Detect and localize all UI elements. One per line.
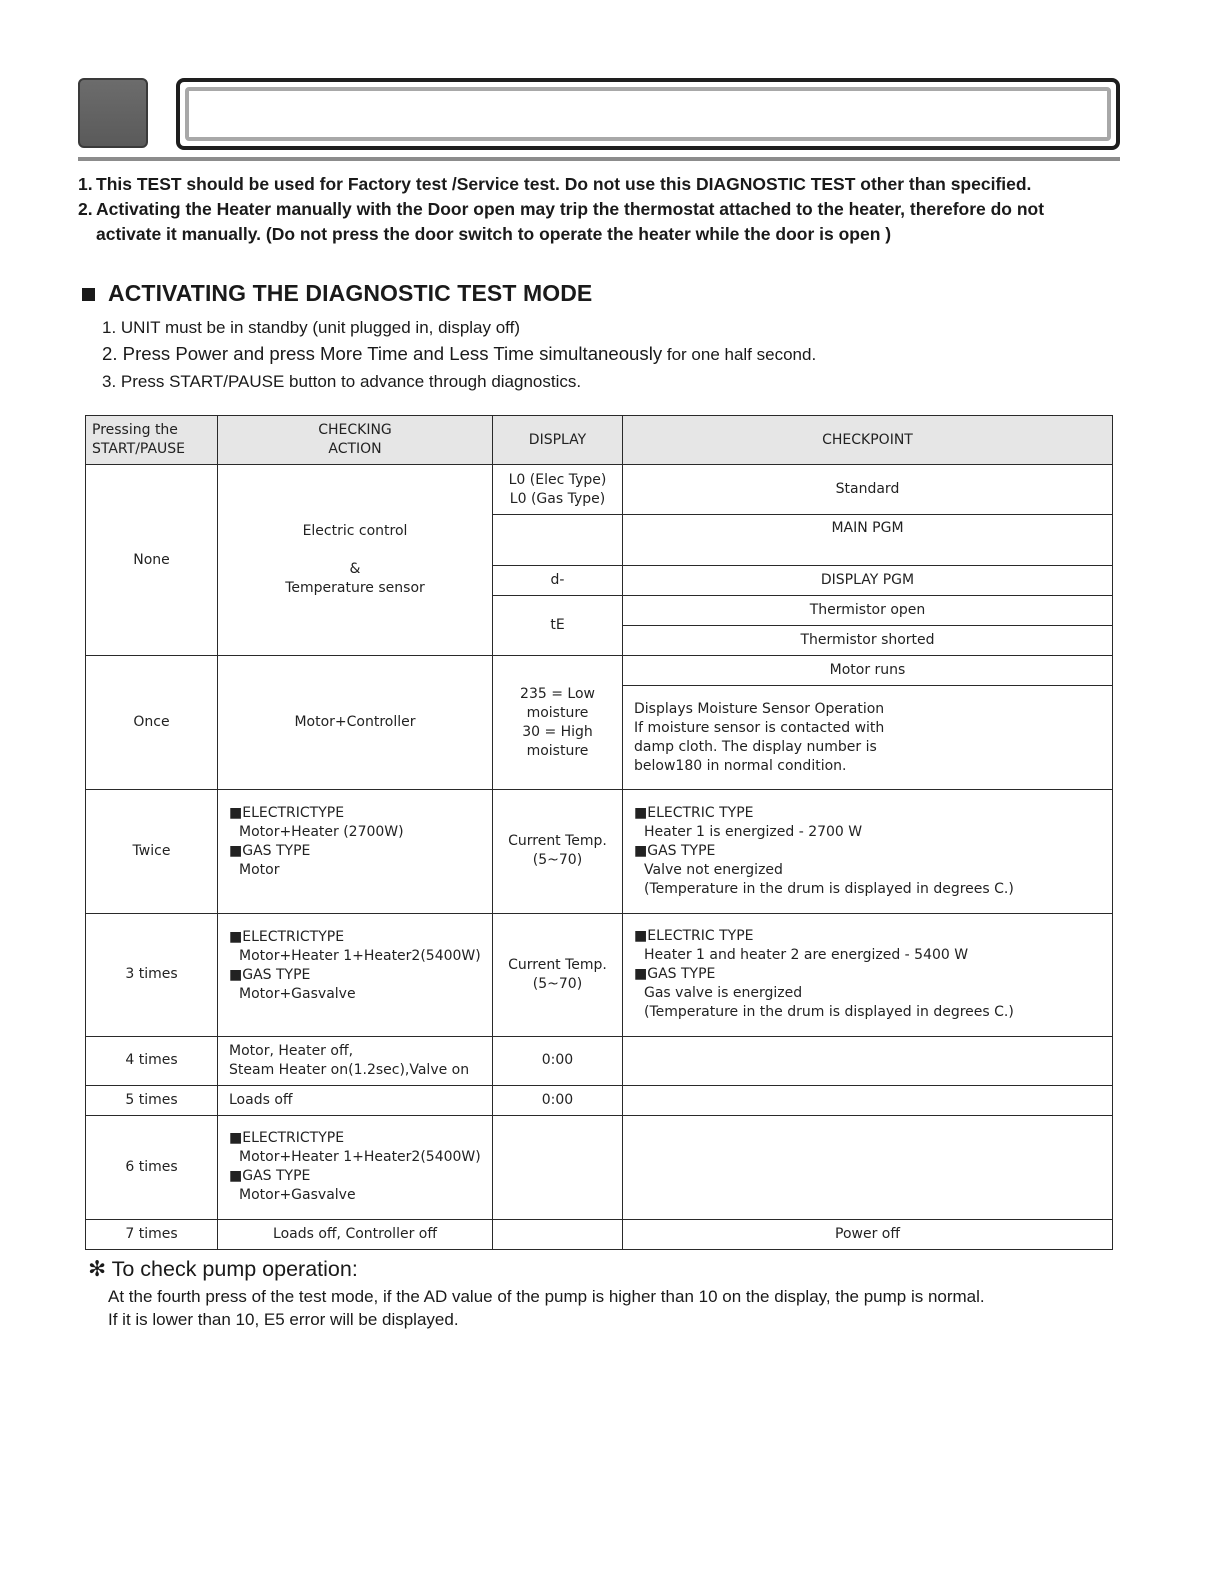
action-5-times: Loads off [218,1085,493,1115]
action-3-line-1 [229,928,486,947]
square-bullet-icon: ■ [229,966,243,983]
header-checking-action [218,416,493,465]
chapter-title-bar [176,78,1120,150]
action-twice-line-4: Motor [239,862,280,879]
checkpoint-6-times [623,1115,1113,1219]
note-line-2: If it is lower than 10, E5 error will be displayed. [108,1310,459,1329]
display-twice [493,790,623,913]
header-pressing-line-1: Pressing the [92,422,178,439]
checkpoint-standard: Standard [623,465,1113,515]
step-2 [102,342,816,367]
table-header-row [86,416,1113,465]
action-3-line-3 [229,966,486,985]
table-row [86,465,1113,515]
section-title: ACTIVATING THE DIAGNOSTIC TEST MODE [108,280,593,306]
action-none-line-1: Electric control [302,523,408,540]
checkpoint-twice-line-1 [634,804,1106,823]
note-title-text: To check pump operation: [111,1257,358,1281]
checkpoint-3-line-4: Gas valve is energized [644,985,803,1002]
checkpoint-3-times [623,913,1113,1036]
checkpoint-3-line-5: (Temperature in the drum is displayed in degrees C.) [644,1004,1014,1021]
chapter-number-box [78,78,148,148]
action-6-electric: ELECTRICTYPE [242,1130,345,1147]
checkpoint-thermistor-shorted: Thermistor shorted [623,626,1113,656]
checkpoint-moisture-line-4: below180 in normal condition. [634,757,847,774]
action-6-line-4: Motor+Gasvalve [239,1187,356,1204]
action-twice-line-1 [229,804,486,823]
action-3-gas: GAS TYPE [242,966,311,983]
checkpoint-twice-gas: GAS TYPE [647,842,716,859]
action-none-line-2: & [349,561,361,578]
warning-2-continued [78,222,1123,247]
square-bullet-icon: ■ [229,1130,243,1147]
diagnostic-table [85,415,1113,1250]
table-row [86,656,1113,686]
press-twice: Twice [86,790,218,913]
chapter-title-bar-inner [185,87,1111,141]
table-row [86,1219,1113,1249]
action-6-line-2: Motor+Heater 1+Heater2(5400W) [239,1149,481,1166]
display-5-times: 0:00 [493,1085,623,1115]
warning-2-text: Activating the Heater manually with the Door open may trip the thermostat attached to the heater, therefore do not [96,199,1045,219]
warning-1-text: This TEST should be used for Factory test /Service test. Do not use this DIAGNOSTIC TEST other than specified. [96,174,1032,194]
action-3-line-2: Motor+Heater 1+Heater2(5400W) [239,947,481,964]
header-action-line-2: ACTION [328,441,382,458]
square-bullet-icon: ■ [634,966,648,983]
step-1-main: 1. UNIT must be in standby (unit plugged in, display off) [102,318,520,337]
press-7-times: 7 times [86,1219,218,1249]
press-5-times: 5 times [86,1085,218,1115]
action-none [218,465,493,656]
step-3-main: 3. Press START/PAUSE button to advance through diagnostics. [102,372,582,391]
checkpoint-twice [623,790,1113,913]
note-title [88,1257,358,1282]
display-once-line-1: 235 = Low [520,685,595,702]
display-none-1 [493,465,623,515]
checkpoint-twice-electric: ELECTRIC TYPE [647,804,754,821]
action-6-line-1 [229,1129,486,1148]
press-none: None [86,465,218,656]
press-6-times: 6 times [86,1115,218,1219]
checkpoint-3-line-1 [634,927,1106,946]
display-4-times: 0:00 [493,1036,623,1085]
step-2-extra: for one half second. [662,345,817,364]
action-3-times [218,913,493,1036]
checkpoint-twice-line-2: Heater 1 is energized - 2700 W [644,823,863,840]
step-2-main: 2. Press Power and press More Time and Less Time simultaneously [102,343,663,364]
checkpoint-3-line-2: Heater 1 and heater 2 are energized - 5400 W [644,947,969,964]
table-row [86,913,1113,1036]
display-twice-line-1: Current Temp. [508,833,607,850]
press-3-times: 3 times [86,913,218,1036]
warning-1-num: 1. [78,174,93,194]
action-twice-line-3 [229,842,486,861]
action-7-times: Loads off, Controller off [218,1219,493,1249]
display-once-line-3: 30 = High [522,723,593,740]
action-once: Motor+Controller [218,656,493,790]
action-3-line-4: Motor+Gasvalve [239,985,356,1002]
table-row [86,1085,1113,1115]
display-once [493,656,623,790]
header-action-line-1: CHECKING [318,422,392,439]
checkpoint-twice-line-4: Valve not energized [644,861,783,878]
checkpoint-twice-line-5: (Temperature in the drum is displayed in degrees C.) [644,880,1014,897]
action-6-line-3 [229,1167,486,1186]
display-l0-elec: L0 (Elec Type) [508,471,607,488]
checkpoint-power-off: Power off [623,1219,1113,1249]
step-3 [102,370,581,394]
action-4-line-1: Motor, Heater off, [229,1042,354,1059]
checkpoint-3-electric: ELECTRIC TYPE [647,928,754,945]
warning-2-num: 2. [78,199,93,219]
display-l0-gas: L0 (Gas Type) [509,490,606,507]
header-pressing [86,416,218,465]
header-checkpoint: CHECKPOINT [623,416,1113,465]
header-display: DISPLAY [493,416,623,465]
checkpoint-3-gas: GAS TYPE [647,966,716,983]
square-bullet-icon: ■ [229,928,243,945]
action-twice-gas: GAS TYPE [242,843,311,860]
warning-1 [78,172,1123,197]
display-d: d- [493,566,623,596]
header-rule [78,157,1120,161]
display-none-2 [493,515,623,566]
table-row [86,790,1113,913]
action-6-times [218,1115,493,1219]
checkpoint-twice-line-3 [634,842,1106,861]
checkpoint-3-line-3 [634,965,1106,984]
checkpoint-4-times [623,1036,1113,1085]
action-twice-line-2: Motor+Heater (2700W) [239,824,404,841]
checkpoint-moisture [623,686,1113,790]
step-1 [102,316,520,340]
checkpoint-motor-runs: Motor runs [623,656,1113,686]
press-4-times: 4 times [86,1036,218,1085]
display-3-line-2: (5~70) [532,975,583,992]
asterisk-icon: ✻ [88,1257,107,1281]
header-pressing-line-2: START/PAUSE [92,441,186,458]
action-twice-electric: ELECTRICTYPE [242,805,345,822]
action-4-line-2: Steam Heater on(1.2sec),Valve on [229,1061,470,1078]
warning-2 [78,197,1123,222]
checkpoint-display-pgm: DISPLAY PGM [623,566,1113,596]
display-3-times [493,913,623,1036]
note-line-1: At the fourth press of the test mode, if the AD value of the pump is higher than 10 on the display, the pump is normal. [108,1287,985,1306]
checkpoint-moisture-line-2: If moisture sensor is contacted with [634,719,885,736]
display-7-times [493,1219,623,1249]
press-once: Once [86,656,218,790]
square-bullet-icon: ■ [229,1168,243,1185]
warning-2-text-cont: activate it manually. (Do not press the door switch to operate the heater while the door is open ) [96,224,892,244]
table-row [86,1036,1113,1085]
section-bullet-icon [82,288,95,301]
action-6-gas: GAS TYPE [242,1168,311,1185]
square-bullet-icon: ■ [229,843,243,860]
square-bullet-icon: ■ [634,928,648,945]
action-none-spacer [224,541,486,560]
action-3-electric: ELECTRICTYPE [242,928,345,945]
action-none-line-3: Temperature sensor [285,580,425,597]
display-once-line-4: moisture [526,742,589,759]
square-bullet-icon: ■ [634,842,648,859]
action-4-times [218,1036,493,1085]
checkpoint-5-times [623,1085,1113,1115]
action-twice [218,790,493,913]
square-bullet-icon: ■ [634,804,648,821]
display-te: tE [493,596,623,656]
display-twice-line-2: (5~70) [532,852,583,869]
checkpoint-main-pgm: MAIN PGM [623,515,1113,566]
table-row [86,1115,1113,1219]
square-bullet-icon: ■ [229,805,243,822]
checkpoint-thermistor-open: Thermistor open [623,596,1113,626]
checkpoint-moisture-line-3: damp cloth. The display number is [634,738,877,755]
display-once-line-2: moisture [526,704,589,721]
display-6-times [493,1115,623,1219]
checkpoint-moisture-line-1: Displays Moisture Sensor Operation [634,700,885,717]
display-3-line-1: Current Temp. [508,956,607,973]
